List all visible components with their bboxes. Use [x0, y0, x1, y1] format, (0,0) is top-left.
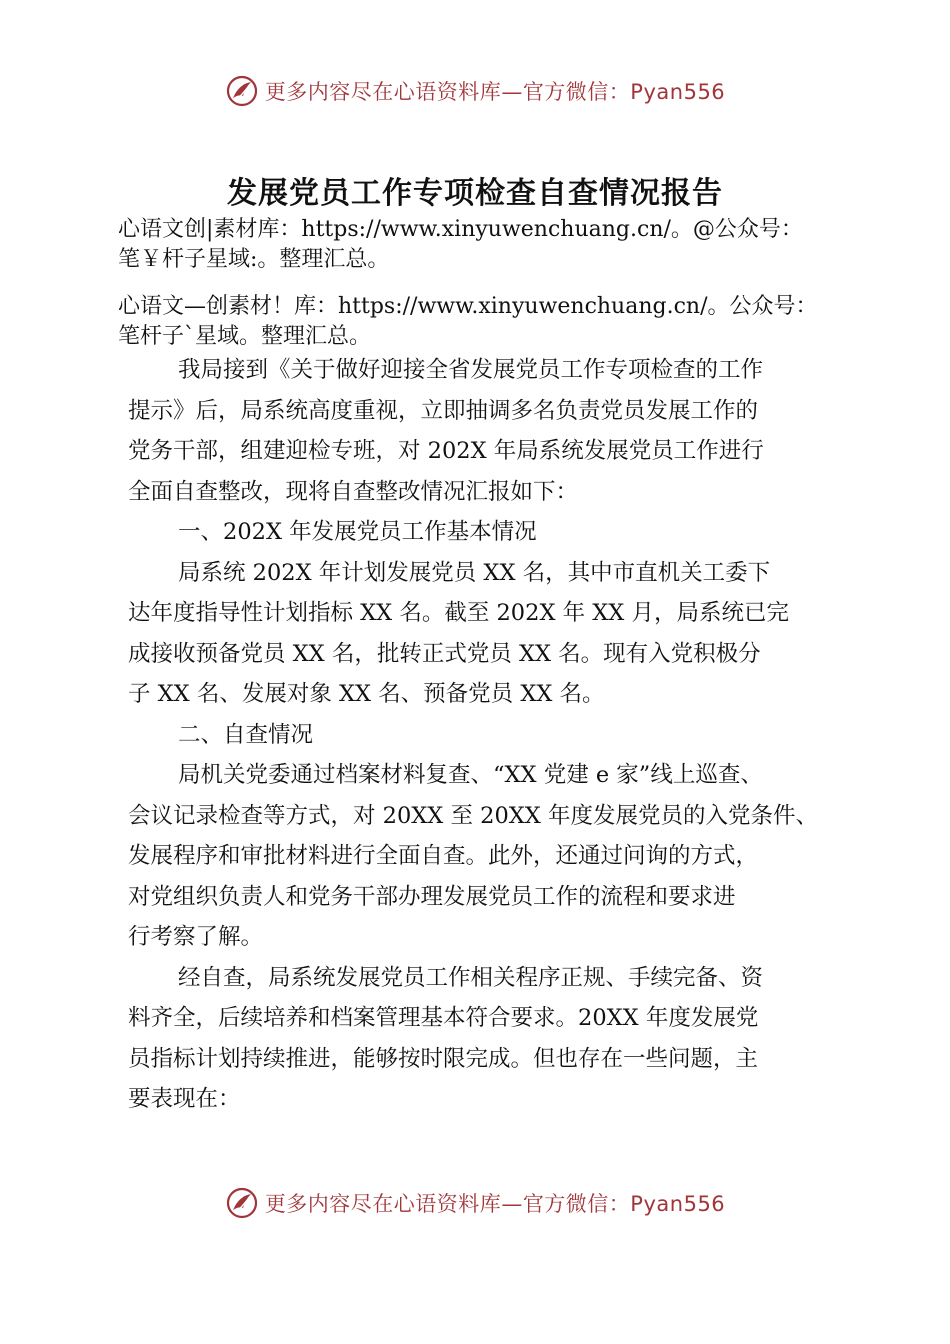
text-line: 要表现在： — [128, 1086, 241, 1112]
text-line: 局机关党委通过档案材料复查、“XX 党建 e 家”线上巡查、 — [178, 762, 763, 788]
paragraph-intro — [128, 350, 848, 512]
text-line: 员指标计划持续推进，能够按时限完成。但也存在一些问题，主 — [128, 1045, 759, 1072]
paragraph-findings — [128, 958, 848, 1120]
banner-text — [265, 1188, 725, 1218]
banner-contact: 官方微信：Pyan556 — [522, 80, 726, 104]
section-heading-1 — [128, 512, 848, 553]
document-body — [128, 350, 848, 1120]
source-line: 笔￥杆子星域:。整理汇总。 — [118, 247, 390, 272]
top-banner — [0, 74, 950, 108]
source-line: 心语文创|素材库：https://www.xinyuwenchuang.cn/。@公众号： — [118, 217, 803, 242]
paragraph-basic-info — [128, 553, 848, 715]
brand-logo-icon — [225, 74, 259, 108]
source-line: 心语文—创素材！库：https://www.xinyuwenchuang.cn/。公众号： — [118, 294, 818, 319]
banner-text — [265, 76, 725, 106]
text-line: 成接收预备党员 XX 名，批转正式党员 XX 名。现有入党积极分 — [128, 640, 761, 667]
text-line: 全面自查整改，现将自查整改情况汇报如下： — [128, 478, 579, 505]
banner-separator: — — [501, 80, 523, 104]
text-line: 局系统 202X 年计划发展党员 XX 名，其中市直机关工委下 — [178, 559, 771, 586]
source-note-2 — [118, 292, 908, 352]
text-line: 我局接到《关于做好迎接全省发展党员工作专项检查的工作 — [178, 357, 764, 383]
banner-site-name: 更多内容尽在心语资料库 — [264, 80, 502, 104]
heading-line: 一、202X 年发展党员工作基本情况 — [178, 519, 537, 545]
document-title: 发展党员工作专项检查自查情况报告 — [227, 176, 723, 211]
source-note-1 — [118, 215, 908, 275]
text-line: 对党组织负责人和党务干部办理发展党员工作的流程和要求进 — [128, 883, 736, 910]
section-heading-2 — [128, 715, 848, 756]
text-line: 发展程序和审批材料进行全面自查。此外，还通过问询的方式， — [128, 843, 759, 869]
text-line: 行考察了解。 — [128, 924, 264, 950]
bottom-banner — [0, 1186, 950, 1220]
paragraph-self-check — [128, 755, 848, 958]
text-line: 料齐全，后续培养和档案管理基本符合要求。20XX 年度发展党 — [128, 1005, 759, 1031]
text-line: 达年度指导性计划指标 XX 名。截至 202X 年 XX 月，局系统已完 — [128, 600, 789, 626]
text-line: 提示》后，局系统高度重视，立即抽调多名负责党员发展工作的 — [128, 397, 759, 424]
banner-site-name: 更多内容尽在心语资料库 — [264, 1192, 502, 1216]
source-line: 笔杆子`星域。整理汇总。 — [118, 324, 372, 349]
text-line: 子 XX 名、发展对象 XX 名、预备党员 XX 名。 — [128, 681, 605, 707]
text-line: 党务干部，组建迎检专班，对 202X 年局系统发展党员工作进行 — [128, 438, 764, 464]
heading-line: 二、自查情况 — [178, 721, 314, 748]
text-line: 会议记录检查等方式，对 20XX 至 20XX 年度发展党员的入党条件、 — [128, 802, 818, 829]
brand-logo-icon — [225, 1186, 259, 1220]
banner-contact: 官方微信：Pyan556 — [522, 1192, 726, 1216]
text-line: 经自查，局系统发展党员工作相关程序正规、手续完备、资 — [178, 964, 764, 991]
banner-separator: — — [501, 1192, 523, 1216]
